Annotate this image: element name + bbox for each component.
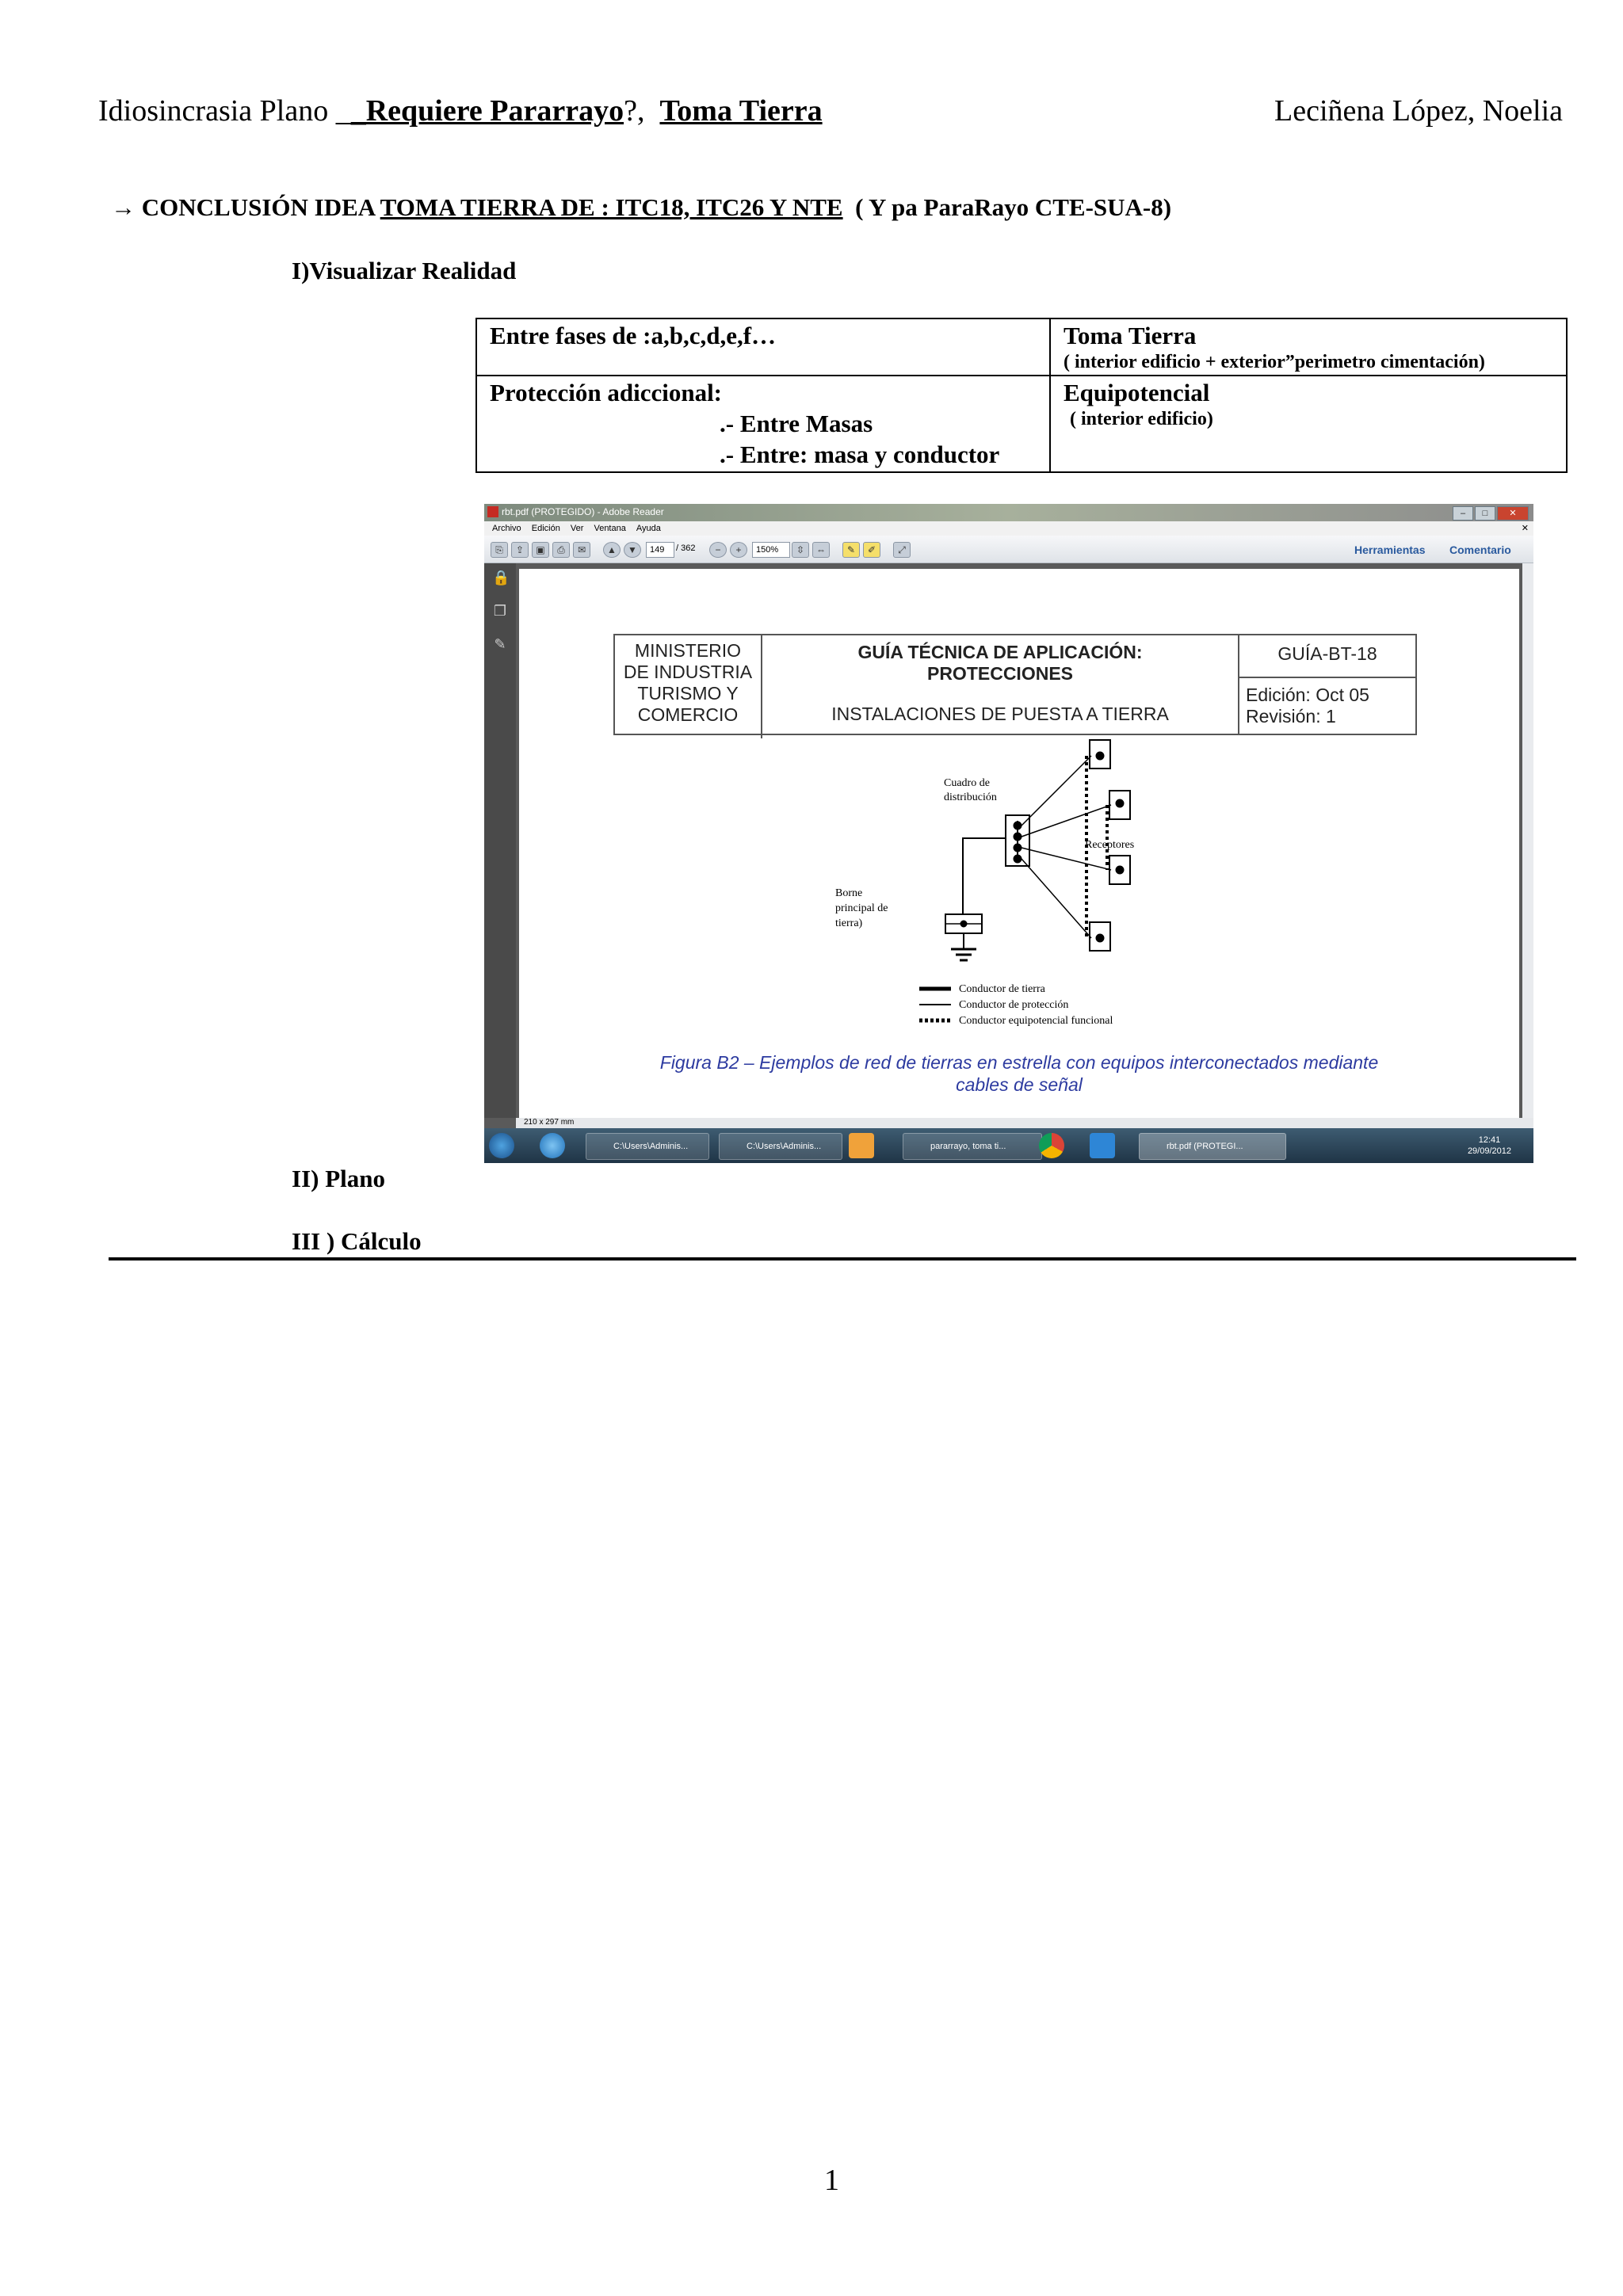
chrome-icon[interactable] <box>1039 1133 1064 1158</box>
zoom-in-icon[interactable]: + <box>730 542 747 558</box>
fases-text: Entre fases de :a,b,c,d,e,f… <box>490 322 777 349</box>
clock-time: 12:41 <box>1478 1135 1501 1145</box>
page-number: 1 <box>824 2164 839 2197</box>
reader-menubar <box>484 521 1533 536</box>
cuadro-label-2: distribución <box>944 791 997 803</box>
embedded-screenshot <box>484 504 1533 1163</box>
maximize-button[interactable]: □ <box>1475 506 1495 521</box>
taskbar-word[interactable]: pararrayo, toma ti... <box>903 1133 1042 1160</box>
taskbar-reader[interactable]: rbt.pdf (PROTEGI... <box>1139 1133 1286 1160</box>
menu-ayuda[interactable]: Ayuda <box>636 524 661 533</box>
menu-ver[interactable]: Ver <box>570 524 584 533</box>
cell-proteccion <box>476 376 1050 472</box>
ministry-line3: TURISMO Y <box>637 683 739 704</box>
guide-code: GUÍA-BT-18 <box>1239 643 1415 678</box>
ministry-line4: COMERCIO <box>637 704 739 725</box>
page-down-icon[interactable]: ▼ <box>624 542 641 558</box>
fullscreen-icon[interactable]: ⤢ <box>893 542 911 558</box>
figure-caption-2: cables de señal <box>956 1074 1083 1095</box>
equipotencial-note: ( interior edificio) <box>1070 409 1213 429</box>
close-button[interactable]: ✕ <box>1497 506 1529 521</box>
cell-fases <box>476 318 1050 376</box>
receptores-label: Receptores <box>1085 839 1135 851</box>
comment-icon[interactable]: ✎ <box>842 542 860 558</box>
pdf-app-icon <box>487 506 498 517</box>
zoom-select[interactable]: 150% <box>752 542 790 558</box>
proteccion-title: Protección adiccional: <box>490 379 723 406</box>
taskbar-explorer-2[interactable]: C:\Users\Adminis... <box>719 1133 842 1160</box>
cuadro-label-1: Cuadro de <box>944 777 990 789</box>
zoom-out-icon[interactable]: − <box>709 542 727 558</box>
section-plano: II) Plano <box>292 1165 385 1192</box>
lock-icon[interactable]: 🔒 <box>492 570 510 585</box>
cell-equipotencial <box>1050 376 1567 472</box>
guide-subtitle: INSTALACIONES DE PUESTA A TIERRA <box>831 704 1169 724</box>
page-size-label: 210 x 297 mm <box>524 1118 575 1127</box>
toma-tierra-title: Toma Tierra <box>1064 322 1197 349</box>
section-calculo: III ) Cálculo <box>292 1227 422 1255</box>
save-icon[interactable]: ▣ <box>532 542 549 558</box>
tools-link[interactable]: Herramientas <box>1354 543 1426 556</box>
convert-icon[interactable]: ⇪ <box>511 542 529 558</box>
borne-label-3: tierra) <box>835 917 863 929</box>
header-author: Leciñena López, Noelia <box>1274 94 1563 128</box>
windows-taskbar <box>484 1128 1533 1163</box>
navigation-panel <box>484 563 516 1118</box>
highlight-icon[interactable]: ✐ <box>863 542 880 558</box>
menu-ventana[interactable]: Ventana <box>594 524 626 533</box>
horizontal-rule <box>109 1257 1576 1261</box>
pdf-page <box>519 569 1519 1123</box>
header-pararrayo: _Requiere Pararrayo <box>350 94 624 128</box>
grounding-diagram <box>519 569 1519 1123</box>
header-question: ?, <box>624 94 645 128</box>
borne-label-2: principal de <box>835 902 888 914</box>
comment-link[interactable]: Comentario <box>1449 543 1511 556</box>
legend-equipotencial: Conductor equipotencial funcional <box>959 1015 1113 1027</box>
conclusion-prefix: CONCLUSIÓN IDEA <box>141 193 375 221</box>
page-total: / 362 <box>676 543 696 553</box>
taskbar-explorer-1[interactable]: C:\Users\Adminis... <box>586 1133 709 1160</box>
reader-toolbar <box>484 536 1533 563</box>
menu-archivo[interactable]: Archivo <box>492 524 521 533</box>
page-number-input[interactable]: 149 <box>646 542 674 558</box>
cell-toma-tierra <box>1050 318 1567 376</box>
guide-revision: Revisión: 1 <box>1246 706 1336 727</box>
figure-caption-1: Figura B2 – Ejemplos de red de tierras en estrella con equipos interconectados mediante <box>659 1052 1379 1073</box>
print-icon[interactable]: ⎙ <box>552 542 570 558</box>
proteccion-line2: .- Entre: masa y conductor <box>720 441 1000 468</box>
menu-close-icon[interactable]: ✕ <box>1521 524 1529 533</box>
attachment-icon[interactable]: ✎ <box>494 636 506 652</box>
header-left <box>98 93 823 128</box>
ministry-line1: MINISTERIO <box>634 640 742 661</box>
vertical-scrollbar[interactable] <box>1522 563 1533 1118</box>
arrow-icon: → <box>111 193 136 221</box>
start-button[interactable] <box>489 1133 514 1158</box>
clock-date: 29/09/2012 <box>1467 1146 1511 1156</box>
header-topic: Idiosincrasia Plano _ <box>98 94 351 128</box>
menu-edicion[interactable]: Edición <box>531 524 560 533</box>
toma-tierra-note: ( interior edificio + exterior”perimetro cimentación) <box>1064 352 1485 372</box>
borne-label-1: Borne <box>835 887 863 899</box>
section-visualizar: I)Visualizar Realidad <box>292 257 517 284</box>
proteccion-line1: .- Entre Masas <box>720 410 873 437</box>
media-player-icon[interactable] <box>849 1133 874 1158</box>
header-toma-tierra: Toma Tierra <box>659 94 823 128</box>
reader-titlebar <box>484 504 1533 521</box>
email-icon[interactable]: ✉ <box>573 542 590 558</box>
equipotencial-title: Equipotencial <box>1064 379 1210 406</box>
guide-title1: GUÍA TÉCNICA DE APLICACIÓN: <box>857 642 1143 662</box>
fit-width-icon[interactable]: ⇔ <box>812 542 830 558</box>
conclusion-line <box>111 193 1171 222</box>
page-up-icon[interactable]: ▲ <box>603 542 621 558</box>
legend-proteccion: Conductor de protección <box>959 999 1069 1011</box>
conclusion-underlined: TOMA TIERRA DE : ITC18, ITC26 Y NTE <box>380 193 843 221</box>
taskbar-clock[interactable] <box>1468 1135 1511 1157</box>
network-app-icon[interactable] <box>1090 1133 1115 1158</box>
ministry-line2: DE INDUSTRIA <box>623 662 753 682</box>
window-buttons <box>1451 505 1529 521</box>
fit-page-icon[interactable]: ⇳ <box>792 542 809 558</box>
reader-statusbar <box>516 1118 1533 1129</box>
pages-icon[interactable]: ❐ <box>493 603 507 619</box>
legend-tierra: Conductor de tierra <box>959 983 1045 995</box>
guide-title2: PROTECCIONES <box>926 663 1074 684</box>
conclusion-suffix: ( Y pa ParaRayo CTE-SUA-8) <box>855 193 1172 221</box>
ie-icon[interactable] <box>540 1133 565 1158</box>
reader-window-title: rbt.pdf (PROTEGIDO) - Adobe Reader <box>502 506 664 517</box>
guide-edition: Edición: Oct 05 <box>1246 685 1369 705</box>
minimize-button[interactable]: – <box>1453 506 1473 521</box>
concept-table <box>475 318 1568 473</box>
create-icon[interactable]: ⎘ <box>491 542 508 558</box>
